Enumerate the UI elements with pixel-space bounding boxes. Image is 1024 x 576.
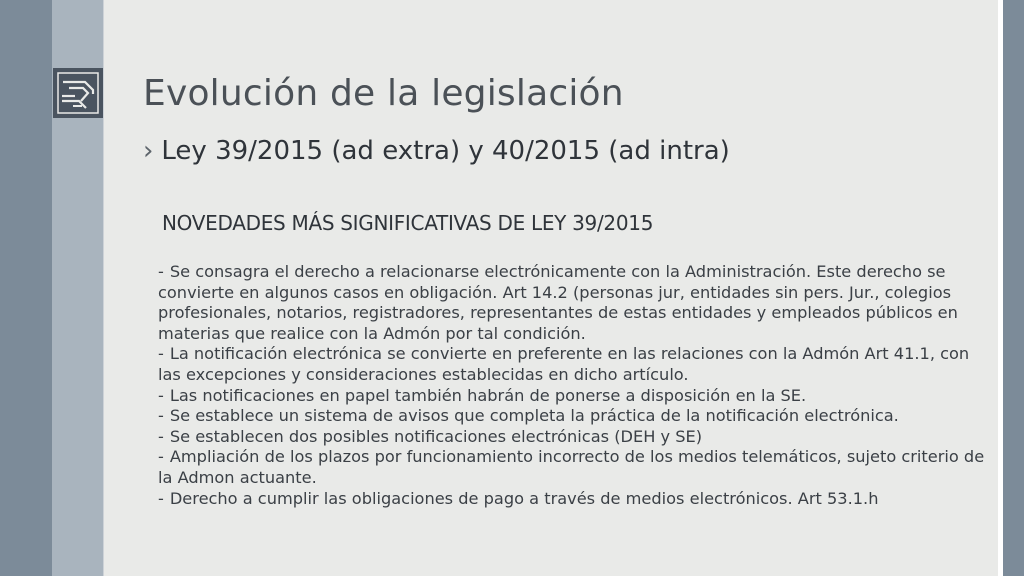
slide-title: Evolución de la legislación bbox=[143, 73, 624, 114]
list-item bbox=[158, 386, 988, 407]
list-item-text: Se establece un sistema de avisos que completa la práctica de la notificación electrónica. bbox=[169, 406, 899, 426]
list-item-text: Ampliación de los plazos por funcionamiento incorrecto de los medios telemáticos, sujeto criterio de la Admon actuante. bbox=[158, 447, 985, 487]
subtitle-text: Ley 39/2015 (ad extra) y 40/2015 (ad intra) bbox=[161, 136, 730, 166]
bullet-marker: - bbox=[158, 406, 164, 426]
bullet-marker: - bbox=[158, 262, 164, 281]
bullet-marker: - bbox=[158, 447, 164, 467]
bullet-marker: - bbox=[158, 426, 164, 446]
list-item-text: Derecho a cumplir las obligaciones de pago a través de medios electrónicos. Art 53.1.h bbox=[169, 488, 879, 508]
list-item bbox=[158, 262, 988, 344]
bullet-marker: - bbox=[158, 385, 164, 405]
list-item bbox=[158, 344, 988, 385]
list-item-text: Se establecen dos posibles notificaciones electrónicas (DEH y SE) bbox=[169, 426, 703, 446]
list-item-text: Se consagra el derecho a relacionarse electrónicamente con la Administración. Este derecho se convierte en algunos casos en obligación. Art 14.2 (personas jur, entidades sin pers. Jur., colegios profesionales, notarios, registradores, representantes de estas entidades y empleados públicos en materias que realice con la Admón por tal condición. bbox=[158, 262, 958, 343]
bullet-list bbox=[158, 262, 988, 509]
list-item-text: La notificación electrónica se convierte en preferente en las relaciones con la Admón Art 41.1, con las excepciones y consideraciones establecidas en dicho artículo. bbox=[158, 344, 970, 384]
list-item-text: Las notificaciones en papel también habrán de ponerse a disposición en la SE. bbox=[169, 385, 807, 405]
chevron-right-icon: › bbox=[143, 136, 154, 166]
institution-logo-icon bbox=[53, 68, 103, 118]
left-sidebar-dark bbox=[0, 0, 52, 576]
list-item bbox=[158, 427, 988, 448]
left-sidebar-divider bbox=[103, 0, 104, 576]
list-item bbox=[158, 406, 988, 427]
right-sidebar-dark bbox=[1003, 0, 1024, 576]
bullet-marker: - bbox=[158, 344, 164, 364]
list-item bbox=[158, 489, 988, 510]
list-item bbox=[158, 447, 988, 488]
bullet-marker: - bbox=[158, 488, 164, 508]
section-heading: NOVEDADES MÁS SIGNIFICATIVAS DE LEY 39/2015 bbox=[162, 211, 654, 235]
slide-subtitle bbox=[143, 136, 730, 166]
